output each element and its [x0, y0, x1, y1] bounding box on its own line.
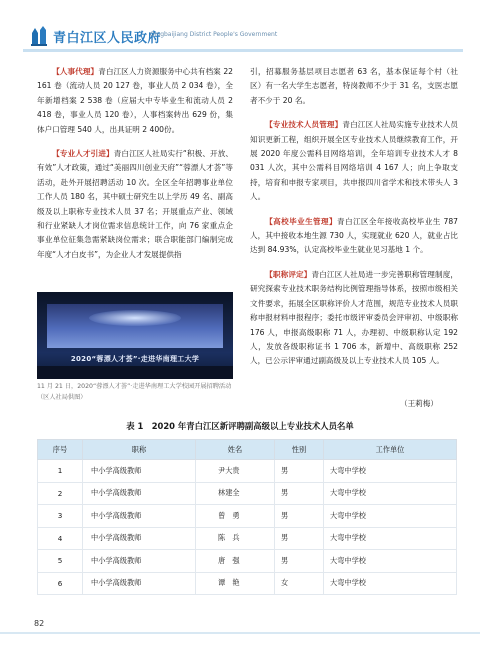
cell-title: 中小学高级教师 [83, 550, 196, 573]
cell-name: 曾 勇 [196, 505, 275, 528]
author-credit: （王莉梅） [400, 399, 438, 408]
cell-employer: 大弯中学校 [324, 460, 457, 483]
photo-slogan: 2020“蓉漂人才荟”·走进华南理工大学 [70, 355, 200, 363]
cell-name: 陈 兵 [196, 527, 275, 550]
footer-stripe [0, 632, 480, 634]
header-stripe [23, 49, 463, 52]
cell-gender: 男 [275, 460, 324, 483]
cell-gender: 男 [275, 527, 324, 550]
cell-index: 6 [38, 572, 83, 595]
header-title: 青白江区人民政府 [53, 31, 162, 46]
cell-title: 中小学高级教师 [83, 505, 196, 528]
paragraph-technical-staff [250, 118, 458, 204]
table-row [38, 460, 457, 483]
cell-name: 林建全 [196, 482, 275, 505]
government-logo-icon [29, 25, 49, 47]
cell-employer: 大弯中学校 [324, 550, 457, 573]
table-row [38, 550, 457, 573]
paragraph-text: 青白江区人社局进一步完善职称管理制度，研究探索专业技术职务结构比例管理指导体系，按照市级相关文件要求，拓展全区职称评价人才范围，规范专业技术人员职称申报材料申报程序；委托市级评审委员会评审初、中级职称 176 人，申报高级职称 71 人，办理初、中级职称认定 192 人，发放各级职称证书 1 706 本，新增中、高级职称 252 人，已公示评审通过副高级及以上专业技术人员 105 人。 [250, 269, 459, 366]
paragraph-talent-introduction [37, 147, 233, 262]
page-number: 82 [34, 619, 45, 628]
cell-gender: 男 [275, 505, 324, 528]
event-photo [37, 292, 233, 379]
table-row [38, 527, 457, 550]
cell-title: 中小学高级教师 [83, 572, 196, 595]
column-header: 性别 [275, 440, 324, 460]
paragraph-continued: 引，招募服务基层项目志愿者 63 名，基本保证每个村（社区）有一名大学生志愿者，特岗教师不少于 31 名，支医志愿者不少于 20 名。 [250, 67, 458, 105]
cell-name: 尹大贵 [196, 460, 275, 483]
cell-name: 谭 艳 [196, 572, 275, 595]
table-row [38, 482, 457, 505]
paragraph-text: 青白江区人社局实行“积极、开放、有效”人才政策，通过“美丽四川创业天府”“蓉漂人才荟”等活动，赴外开展招聘活动 10 次。全区全年招聘事业单位工作人员 180 名，其中硕士研究生以上学历 49 名、副高级及以上职称专业技术人员 37 名；开展重点产业、领域和行业紧缺人才岗位需求信息统计工作，向 76 家重点企事业单位征集急需紧缺岗位需求；联合职能部门编制完成年度“人才白皮书”，为企业人才发展提供指 [37, 149, 234, 259]
table-title: 表 1 2020 年青白江区新评聘副高级以上专业技术人员名单 [126, 421, 354, 431]
personnel-table [37, 439, 457, 595]
column-header: 职称 [83, 440, 196, 460]
column-header: 姓名 [196, 440, 275, 460]
cell-gender: 男 [275, 550, 324, 573]
cell-gender: 女 [275, 572, 324, 595]
paragraph-text: 青白江区人力资源服务中心共有档案 22 161 卷（流动人员 20 127 卷，事业人员 2 034 卷），全年新增档案 2 538 卷（应届大中专毕业生和流动人员 2 418 卷，事业人员 120 卷），人事档案转出 629 份，集体户口管理 540 人，出具证明 2 400份。 [37, 67, 233, 134]
cell-index: 4 [38, 527, 83, 550]
cell-index: 1 [38, 460, 83, 483]
cell-index: 3 [38, 505, 83, 528]
stage-light [89, 310, 181, 326]
table-row [38, 572, 457, 595]
column-header: 工作单位 [324, 440, 457, 460]
left-column [37, 65, 233, 272]
cell-title: 中小学高级教师 [83, 527, 196, 550]
table-header-row [38, 440, 457, 460]
cell-employer: 大弯中学校 [324, 572, 457, 595]
cell-employer: 大弯中学校 [324, 505, 457, 528]
paragraph-text: 青白江区人社局实施专业技术人员知识更新工程，组织开展全区专业技术人员继续教育工作，开展 2020 年度公需科目网络培训，全年培训专业技术人才 8 031 人次，其中公需科目网络培训 4 167 人；向上争取支持，培育和申报专家项目，共申报四川省学术和技术带头人 3 人。 [250, 120, 459, 202]
photo-caption: 11 月 21 日，2020“蓉漂人才荟”·走进华南理工大学校园开展招聘活动（区人社局供图） [37, 383, 232, 401]
section-tag: 【职称评定】 [265, 269, 312, 279]
cell-title: 中小学高级教师 [83, 460, 196, 483]
cell-title: 中小学高级教师 [83, 482, 196, 505]
section-tag: 【高校毕业生管理】 [265, 216, 337, 226]
paragraph-text: 青白江区全年接收高校毕业生 787 人，其中接收本地生源 730 人，实现就业 620 人，就业占比达到 84.93%，认定高校毕业生就业见习基地 1 个。 [250, 216, 458, 255]
section-tag: 【专业技术人员管理】 [265, 120, 343, 130]
table-row [38, 505, 457, 528]
column-header: 序号 [38, 440, 83, 460]
cell-index: 2 [38, 482, 83, 505]
paragraph-personnel-agency [37, 65, 233, 137]
cell-name: 唐 强 [196, 550, 275, 573]
cell-index: 5 [38, 550, 83, 573]
cell-employer: 大弯中学校 [324, 527, 457, 550]
section-tag: 【人事代理】 [52, 67, 99, 76]
page-header [0, 0, 480, 62]
stage-floor [37, 366, 233, 379]
paragraph-graduates [250, 215, 458, 258]
cell-employer: 大弯中学校 [324, 482, 457, 505]
section-tag: 【专业人才引进】 [52, 149, 114, 159]
right-column [250, 65, 458, 379]
cell-gender: 男 [275, 482, 324, 505]
paragraph-title-evaluation [250, 268, 458, 369]
header-subtitle: Qingbaijiang District People's Government [150, 31, 278, 38]
